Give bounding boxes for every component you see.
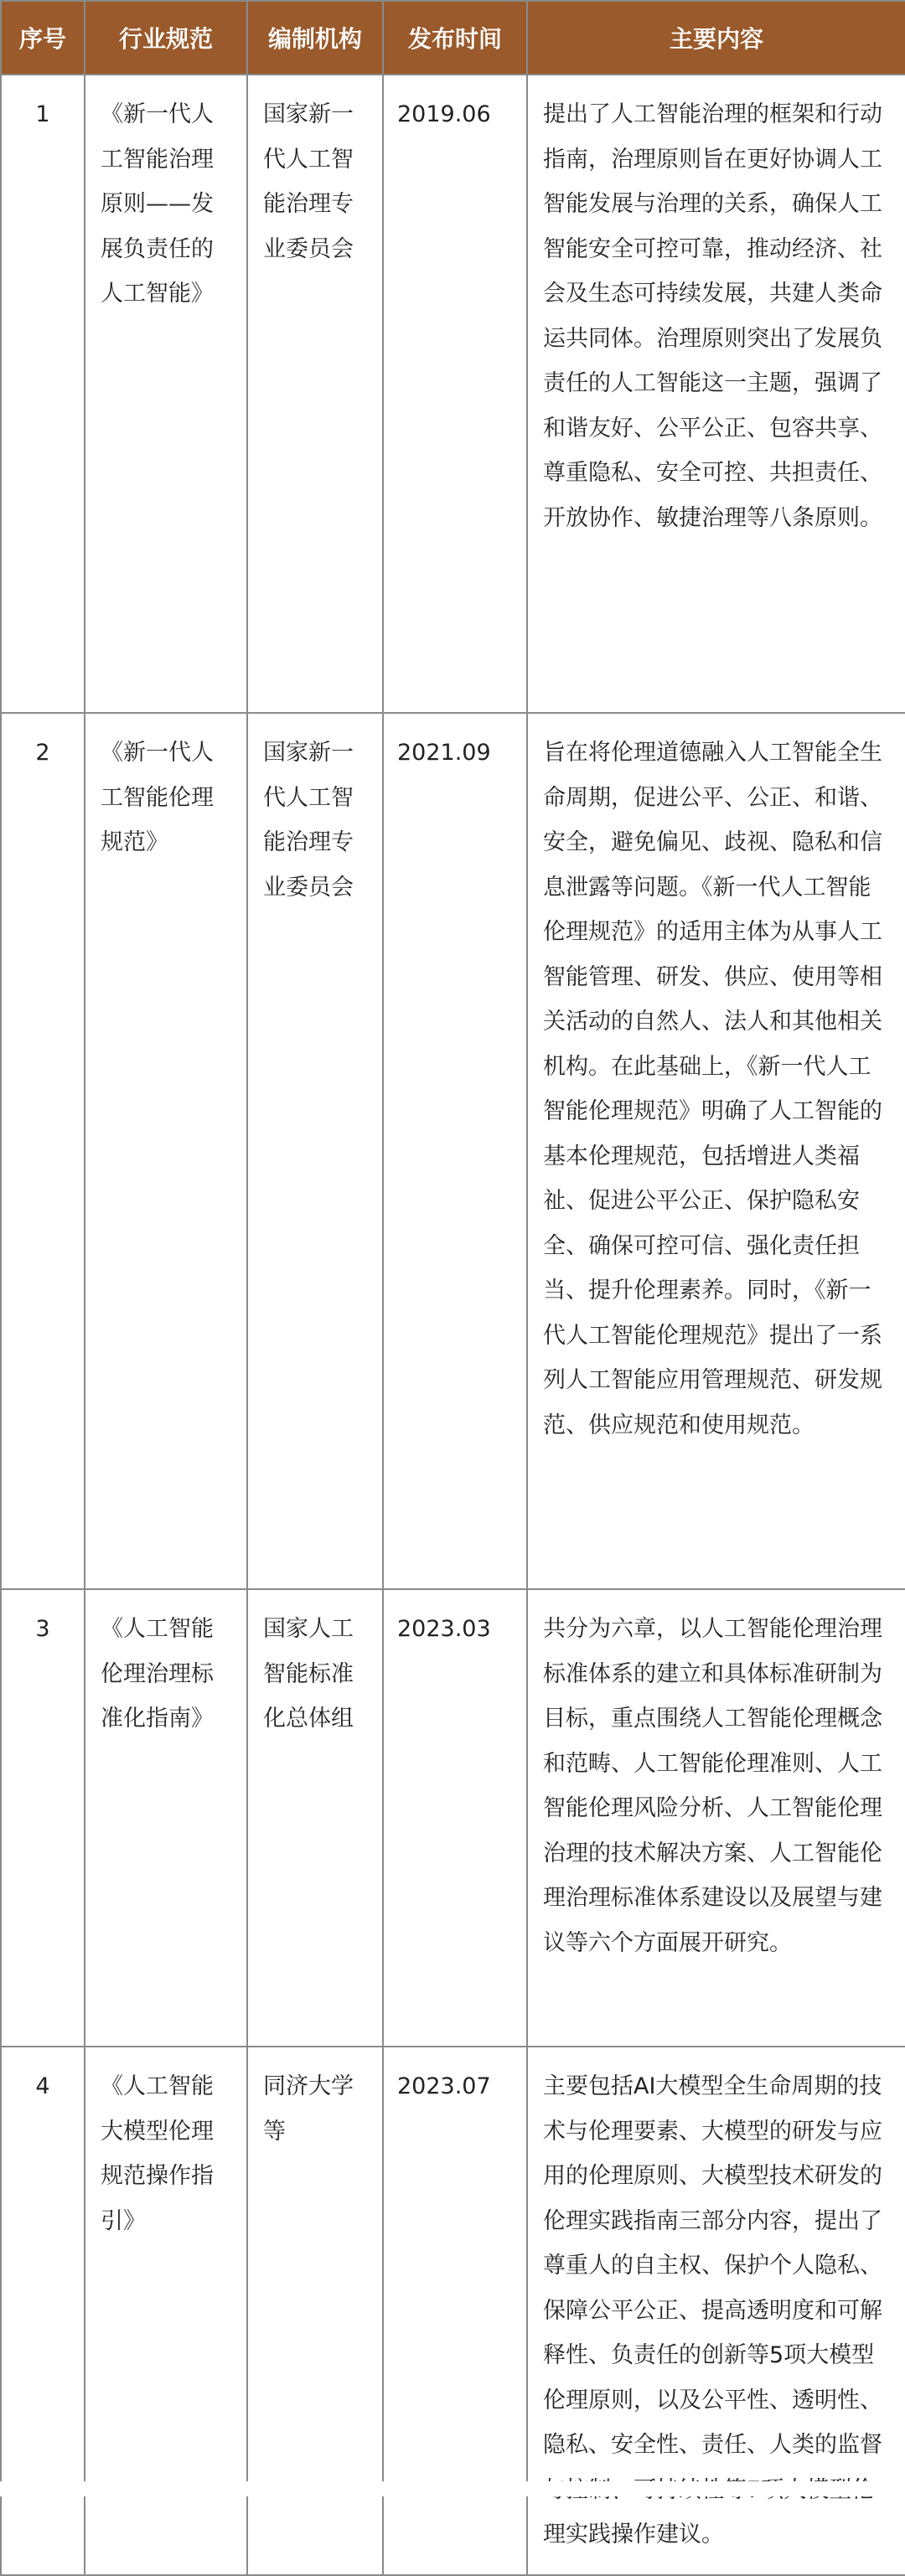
cell-date: 2023.03 [383, 1589, 527, 2047]
cell-org: 国家新一代人工智能治理专业委员会 [247, 75, 383, 713]
cell-org: 国家人工智能标准化总体组 [247, 1589, 383, 2047]
cell-date: 2019.06 [383, 75, 527, 713]
cell-content: 旨在将伦理道德融入人工智能全生命周期，促进公平、公正、和谐、安全，避免偏见、歧视、隐私和信息泄露等问题。《新一代人工智能伦理规范》的适用主体为从事人工智能管理、研发、供应、使用等相关活动的自然人、法人和其他相关机构。在此基础上，《新一代人工智能伦理规范》明确了人工智能的基本伦理规范，包括增进人类福祉、促进公平公正、保护隐私安全、确保可控可信、强化责任担当、提升伦理素养。同时，《新一代人工智能伦理规范》提出了一系列人工智能应用管理规范、研发规范、供应规范和使用规范。 [527, 713, 905, 1589]
cell-content: 共分为六章，以人工智能伦理治理标准体系的建立和具体标准研制为目标，重点围绕人工智能伦理概念和范畴、人工智能伦理准则、人工智能伦理风险分析、人工智能伦理治理的技术解决方案、人工智能伦理治理标准体系建设以及展望与建议等六个方面展开研究。 [527, 1589, 905, 2047]
cell-index: 3 [1, 1589, 85, 2047]
bottom-margin [0, 2481, 905, 2496]
cell-date: 2021.09 [383, 713, 527, 1589]
cell-norm: 《人工智能大模型伦理规范操作指引》 [85, 2047, 247, 2575]
cell-norm: 《新一代人工智能治理原则——发展负责任的人工智能》 [85, 75, 247, 713]
table-row [1, 1589, 905, 2047]
header-date: 发布时间 [383, 1, 527, 75]
cell-org: 同济大学等 [247, 2047, 383, 2575]
header-org: 编制机构 [247, 1, 383, 75]
cell-norm: 《新一代人工智能伦理规范》 [85, 713, 247, 1589]
cell-index: 4 [1, 2047, 85, 2575]
cell-content: 主要包括AI大模型全生命周期的技术与伦理要素、大模型的研发与应用的伦理原则、大模型技术研发的伦理实践指南三部分内容，提出了尊重人的自主权、保护个人隐私、保障公平公正、提高透明度和可解释性、负责任的创新等5项大模型伦理原则，以及公平性、透明性、隐私、安全性、责任、人类的监督 理实践操作建议。 [527, 2047, 905, 2575]
cell-date: 2023.07 [383, 2047, 527, 2575]
cell-index: 2 [1, 713, 85, 1589]
cell-norm: 《人工智能伦理治理标准化指南》 [85, 1589, 247, 2047]
header-index: 序号 [1, 1, 85, 75]
header-content: 主要内容 [527, 1, 905, 75]
cell-org: 国家新一代人工智能治理专业委员会 [247, 713, 383, 1589]
table-row [1, 75, 905, 713]
table-row [1, 713, 905, 1589]
header-norm: 行业规范 [85, 1, 247, 75]
cell-content: 提出了人工智能治理的框架和行动指南，治理原则旨在更好协调人工智能发展与治理的关系，确保人工智能安全可控可靠，推动经济、社会及生态可持续发展，共建人类命运共同体。治理原则突出了发展负责任的人工智能这一主题，强调了和谐友好、公平公正、包容共享、尊重隐私、安全可控、共担责任、开放协作、敏捷治理等八条原则。 [527, 75, 905, 713]
cell-index: 1 [1, 75, 85, 713]
table-header-row [1, 1, 905, 75]
